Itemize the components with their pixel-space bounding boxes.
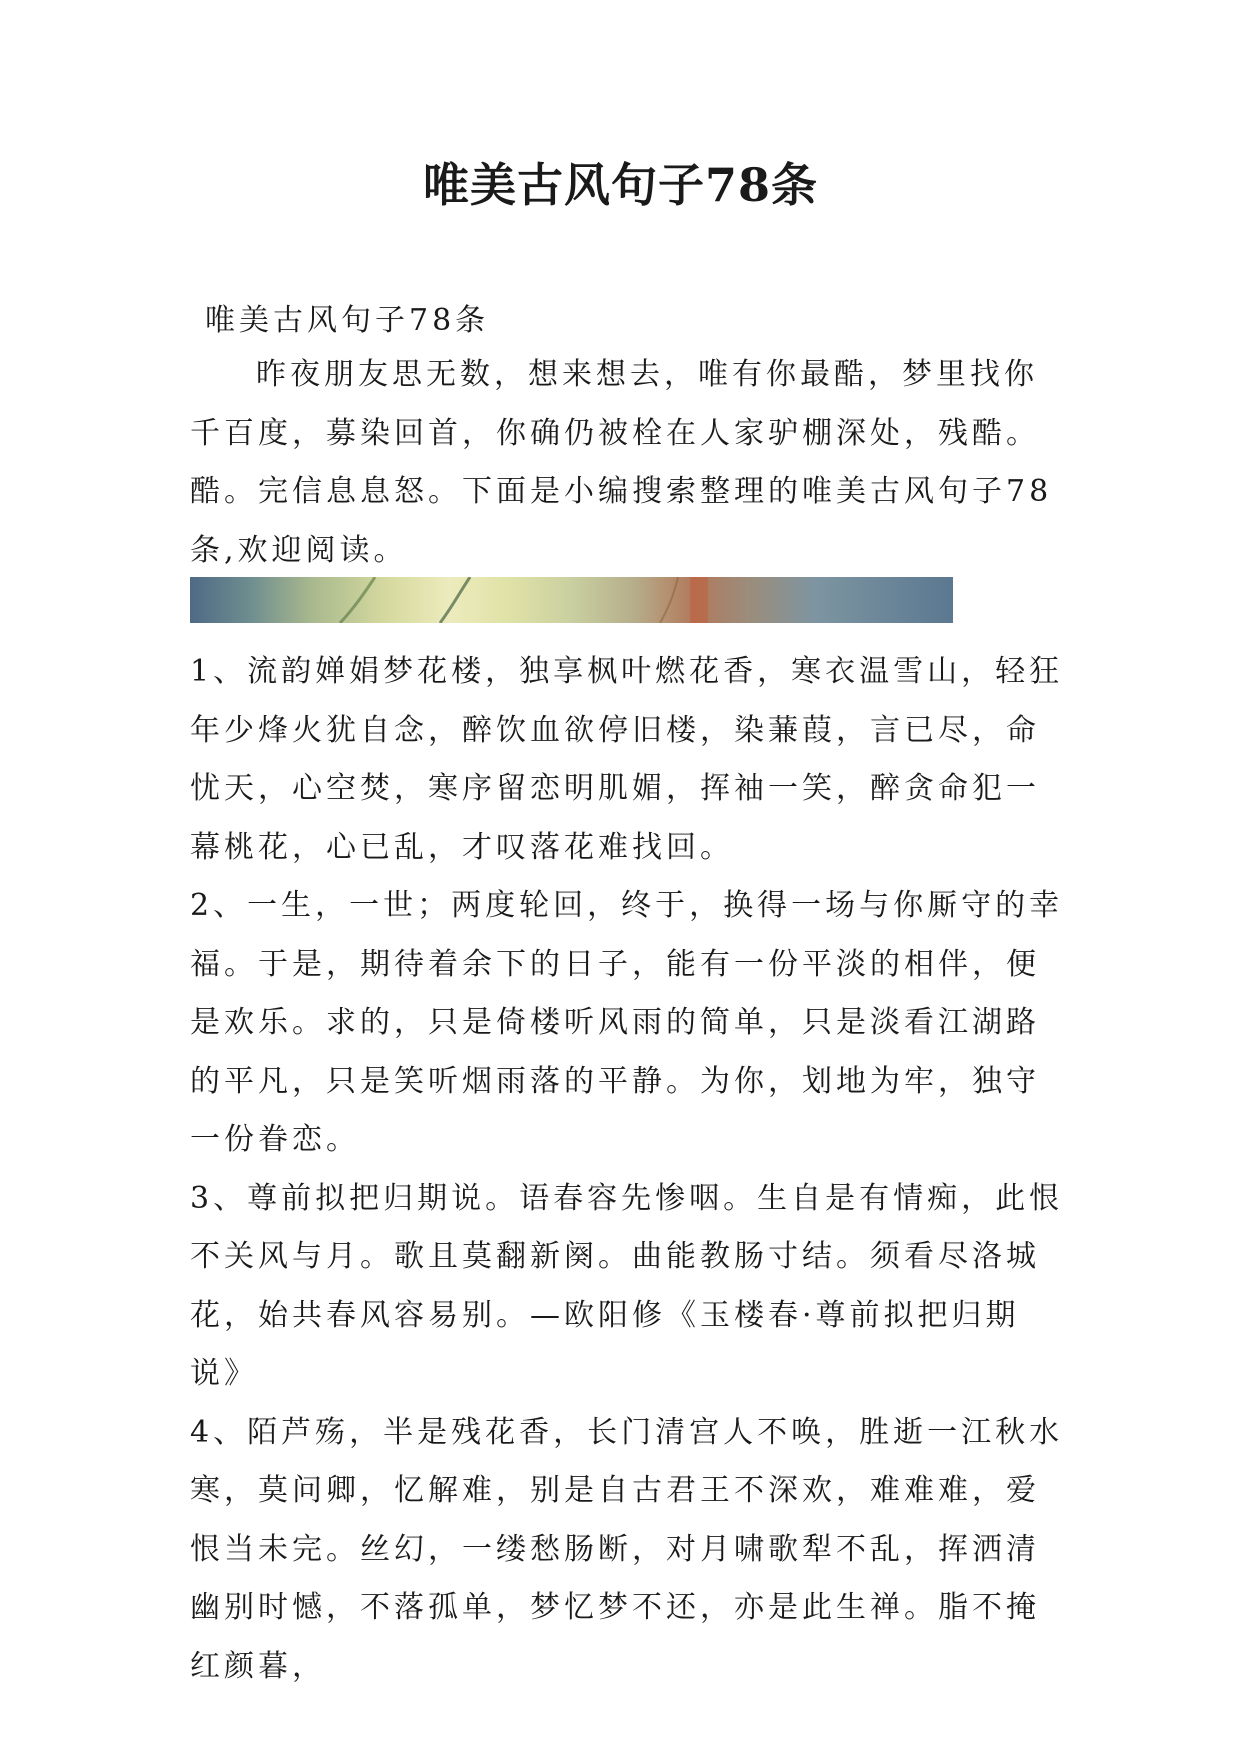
intro-text: 昨夜朋友思无数，想来想去，唯有你最酷，梦里找你千百度，募染回首，你确仍被栓在人家驴棚深处，残酷。酷。完信息息怒。下面是小编搜索整理的唯美古风句子78条,欢迎阅读。 — [190, 357, 1053, 568]
list-item: 1、流韵婵娟梦花楼，独享枫叶燃花香，寒衣温雪山，轻狂年少烽火犹自念，醉饮血欲停旧楼，染蒹葭，言已尽，命忧天，心空焚，寒序留恋明肌媚，挥袖一笑，醉贪命犯一幕桃花，心已乱，才叹落花难找回。 — [190, 654, 1064, 865]
banner-stems-graphic — [190, 577, 953, 623]
sentence-list — [190, 643, 1070, 1696]
document-subtitle: 唯美古风句子78条 — [205, 303, 490, 338]
list-item: 2、一生，一世；两度轮回，终于，换得一场与你厮守的幸福。于是，期待着余下的日子，能有一份平淡的相伴，便是欢乐。求的，只是倚楼听风雨的简单，只是淡看江湖路的平凡，只是笑听烟雨落的平静。为你，划地为牢，独守一份眷恋。 — [190, 888, 1064, 1157]
intro-paragraph — [190, 346, 1070, 580]
decorative-banner-image — [190, 577, 953, 623]
list-item: 4、陌芦殇，半是残花香，长门清宫人不唤，胜逝一江秋水寒，莫问卿，忆解难，别是自古君王不深欢，难难难，爱恨当未完。丝幻，一缕愁肠断，对月啸歌犁不乱，挥洒清幽别时憾，不落孤单，梦忆梦不还，亦是此生禅。脂不掩红颜暮， — [190, 1414, 1064, 1684]
list-item: 3、尊前拟把归期说。语春容先惨咽。生自是有情痴，此恨不关风与月。歌且莫翻新阕。曲能教肠寸结。须看尽洛城花，始共春风容易别。—欧阳修《玉楼春·尊前拟把归期说》 — [190, 1180, 1064, 1391]
document-title: 唯美古风句子78条 — [422, 158, 818, 212]
